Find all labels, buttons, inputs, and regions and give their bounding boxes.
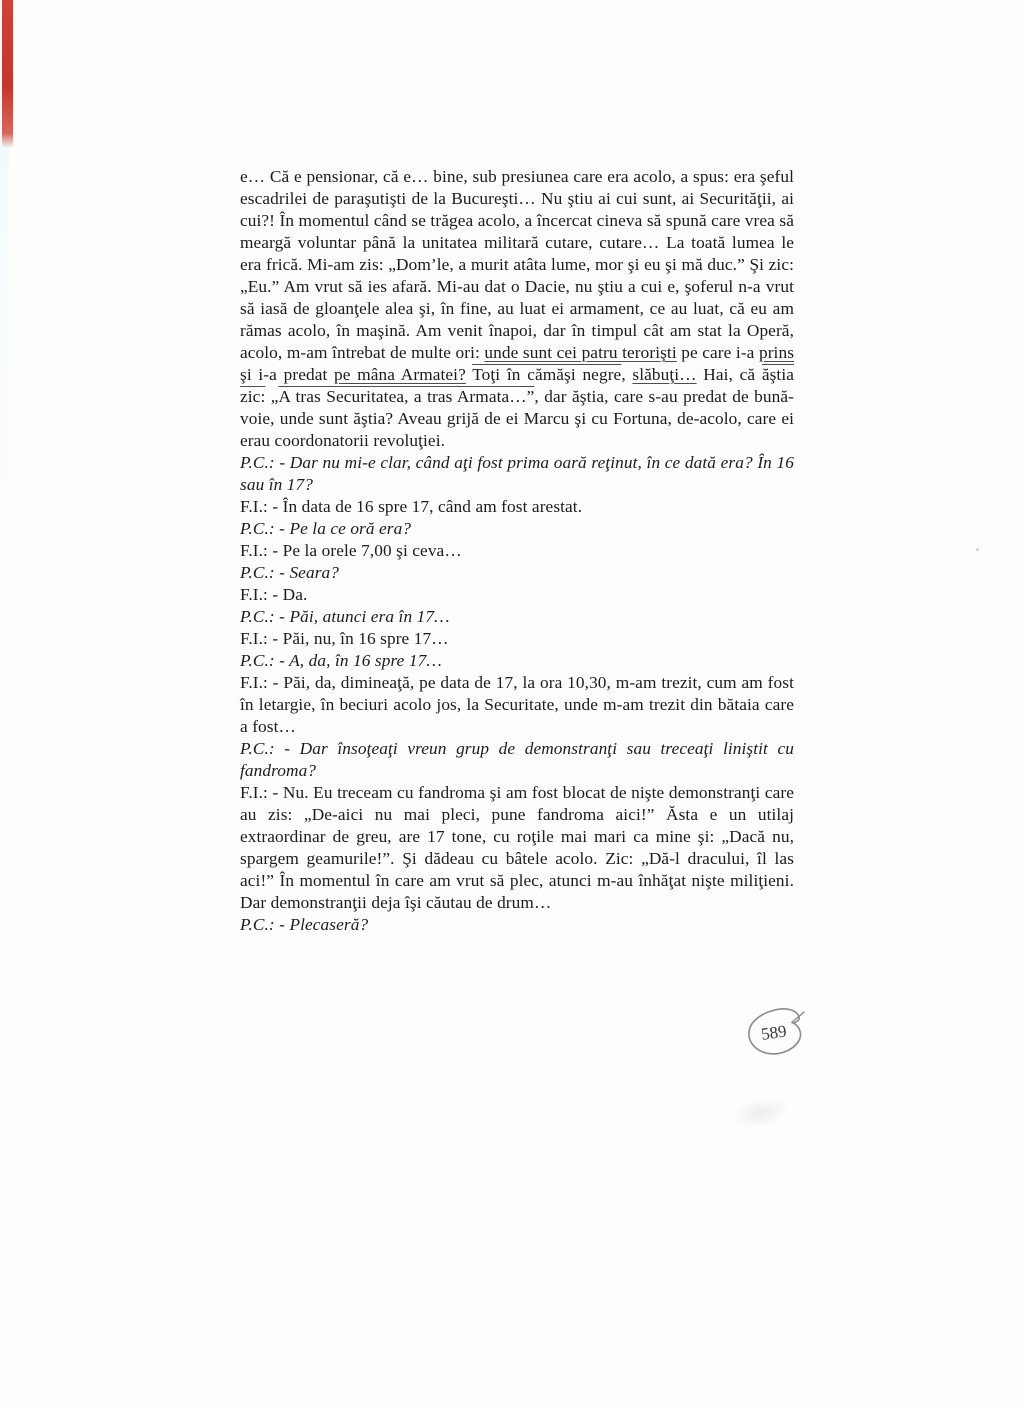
text-run: ,: [621, 365, 633, 384]
pen-marked-text: pe mâna Armatei?: [334, 365, 466, 384]
interviewer-line: [240, 452, 794, 496]
text-run: F.I.: - Păi, nu, în 16 spre 17…: [240, 629, 449, 648]
text-run: F.I.: - În data de 16 spre 17, când am fost arestat.: [240, 497, 583, 516]
scan-speck: [976, 548, 979, 551]
text-run: P.C.: - Dar însoţeaţi vreun grup de demonstranţi sau treceaţi liniştit cu fandroma?: [240, 739, 794, 780]
page-number: 589: [759, 1021, 788, 1044]
interviewer-line: [240, 606, 794, 628]
interviewee-line: [240, 540, 794, 562]
text-run: P.C.: - Seara?: [240, 563, 340, 582]
text-run: e… Că e pensionar, că e… bine, sub presiunea care era acolo, a spus: era şeful escadrilei de paraşutişti de la Bucureşti… Nu ştiu ai cui sunt, ai Securităţii, ai cui?! În momentul când se trăgea acolo, a încercat cineva să spună care vrea să meargă voluntar până la unitatea militară cutare, cutare… La toată lumea le era frică. Mi-am zis: „Dom’le, a murit atâta lume, mor şi eu şi mă duc.” Şi zic: „Eu.” Am vrut să ies afară. Mi-au dat o Dacie, nu ştiu a cui e, şoferul n-a vrut să iasă de gloanţele alea şi, în fine, au luat ei armament, ce au luat, că eu am rămas acolo, în maşină. Am venit înapoi, dar în timpul cât am stat la Operă, acolo, m-am întrebat de multe ori:: [240, 167, 794, 362]
interviewer-line: [240, 914, 794, 936]
pencil-smudge: [730, 1092, 793, 1133]
pen-marked-text: A tras Securitatea, a tras Armata…”: [278, 387, 535, 406]
interviewee-line: [240, 584, 794, 606]
page-number-ellipse: [742, 1004, 808, 1060]
interviewer-line: [240, 518, 794, 540]
continuation-paragraph: [240, 166, 794, 452]
interviewer-line: [240, 650, 794, 672]
text-run: F.I.: - Păi, da, dimineaţă, pe data de 17, la ora 10,30, m-am trezit, cum am fost în letargie, în beciuri acolo jos, la Securitate, unde m-am trezit din bătaia care a fost…: [240, 673, 794, 736]
pen-marked-text: unde sunt cei patru terorişti: [484, 343, 677, 362]
text-run: F.I.: - Pe la orele 7,00 şi ceva…: [240, 541, 462, 560]
page-number-stamp: [742, 1004, 808, 1060]
text-run: P.C.: - Plecaseră?: [240, 915, 369, 934]
pen-marked-text: slăbuţi…: [632, 365, 697, 384]
pen-marked-text: ăştia zic:: [240, 365, 794, 406]
text-run: pe care i-a: [676, 343, 759, 362]
text-run: P.C.: - A, da, în 16 spre 17…: [240, 651, 442, 670]
interviewer-line: [240, 562, 794, 584]
text-run: Hai, că: [696, 365, 762, 384]
text-run: , dar ăştia, care s-au predat de bună-voie, unde sunt ăştia? Aveau grijă de ei Marcu şi cu Fortuna, de-acolo, care ei erau coordonatorii revoluţiei.: [240, 387, 794, 450]
text-run: P.C.: - Pe la ce oră era?: [240, 519, 412, 538]
text-run: F.I.: - Nu. Eu treceam cu fandroma şi am fost blocat de nişte demonstranţi care au zis: „De-aici nu mai pleci, pune fandroma aici!” Ăsta e un utilaj extraordinar de greu, are 17 tone, cu roţile mai mari ca mine şi: „Dacă nu, spargem geamurile!”. Şi dădeau cu bâtele acolo. Zic: „Dă-l dracului, îl las aci!” În momentul în care am vrut să plec, atunci m-au înhăţat nişte miliţieni. Dar demonstranţii deja îşi căutau de drum…: [240, 783, 794, 912]
text-run: F.I.: - Da.: [240, 585, 308, 604]
interviewee-line: [240, 496, 794, 518]
interviewee-line: [240, 672, 794, 738]
text-run: „: [265, 387, 279, 406]
pen-marked-text: Toţi în cămăşi negre: [472, 365, 622, 384]
interviewer-line: [240, 738, 794, 782]
interviewee-line: [240, 628, 794, 650]
scan-edge-red-artifact: [2, 0, 13, 148]
text-run: şi i-a predat: [240, 365, 335, 384]
text-run: P.C.: - Dar nu mi-e clar, când aţi fost prima oară reţinut, în ce dată era? În 16 sau în 17?: [240, 453, 794, 494]
interviewee-line: [240, 782, 794, 914]
text-run: P.C.: - Păi, atunci era în 17…: [240, 607, 450, 626]
pen-marked-text: prins: [758, 343, 795, 362]
body-text: [240, 166, 794, 936]
